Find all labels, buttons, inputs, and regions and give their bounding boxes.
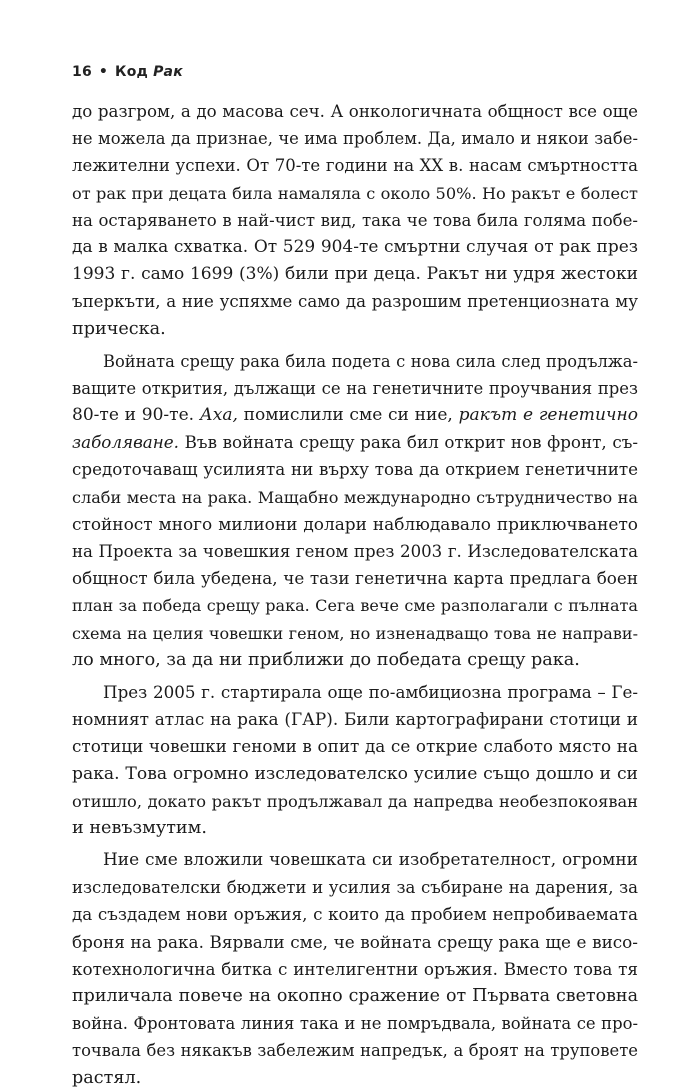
text-run: и невъзмутим. (72, 817, 207, 838)
text-run: стойност много милиони долари наблюдавало приключването (72, 513, 638, 534)
text-run: точвала без някакъв забележим напредък, а броят на труповете (72, 1041, 638, 1061)
text-line (72, 620, 638, 647)
text-line (72, 592, 638, 619)
text-line (72, 207, 638, 234)
body-text (72, 98, 638, 1092)
text-line (72, 1065, 638, 1092)
paragraph (72, 847, 638, 1092)
text-run: ъперкъти, а ние успяхме само да разрошим претенциозната му (72, 292, 638, 312)
text-line (72, 983, 638, 1010)
text-run: план за победа срещу рака. Сега вече сме разполагали с пълната (72, 596, 638, 616)
text-run: да в малка схватка. От 529 904-те смъртни случая от рак през (72, 236, 638, 257)
text-line (72, 815, 638, 842)
text-line (72, 847, 638, 874)
text-line (72, 1010, 638, 1037)
text-run: ващите открития, дължащи се на генетичните проучвания през (72, 378, 638, 398)
running-head (72, 64, 183, 80)
text-run: на остаряването в най-чист вид, така че това била голяма побе- (72, 210, 638, 230)
text-run: номният атлас на рака (ГАР). Били картографирани стотици и (72, 709, 638, 730)
text-line (72, 152, 638, 179)
text-line (72, 484, 638, 511)
text-line (72, 375, 638, 402)
text-line (72, 98, 638, 125)
text-line (72, 538, 638, 565)
text-line (72, 456, 638, 483)
text-run: помислили сме си ние, (237, 405, 459, 426)
text-run: стотици човешки геноми в опит да се открие слабото място на (72, 736, 638, 757)
text-line (72, 125, 638, 152)
text-line (72, 565, 638, 592)
italic-text: ракът е генетично (458, 405, 638, 426)
text-line (72, 956, 638, 983)
italic-text: Аха, (199, 405, 238, 426)
text-run: Във войната срещу рака бил открит нов фронт, съ- (179, 432, 638, 453)
text-run: котехнологична битка с интелигентни оръжия. Вместо това тя (72, 958, 638, 979)
text-run: схема на целия човешки геном, но изненадващо това не направи- (72, 623, 638, 643)
text-run: общност била убедена, че тази генетична карта предлага боен (72, 568, 638, 589)
text-run: 1993 г. само 1699 (3%) били при деца. Ракът ни удря жестоки (72, 264, 638, 285)
paragraph (72, 348, 638, 674)
text-run: растял. (72, 1067, 142, 1088)
text-run: до разгром, а до масова сеч. А онкологичната общност все още (72, 102, 638, 121)
text-line (72, 180, 638, 207)
text-run: изследователски бюджети и усилия за събиране на дарения, за (72, 878, 638, 898)
text-run: война. Фронтовата линия така и не помръдвала, войната се про- (72, 1014, 638, 1034)
text-run: не можела да признае, че има проблем. Да, имало и някои забе- (72, 129, 638, 149)
text-line (72, 929, 638, 956)
book-title: Рак (153, 64, 183, 80)
text-run: рака. Това огромно изследователско усилие също дошло и си (72, 763, 638, 784)
text-line (72, 1037, 638, 1064)
text-line (72, 234, 638, 261)
text-run: броня на рака. Вярвали сме, че войната срещу рака ще е висо- (72, 931, 638, 952)
text-line (72, 261, 638, 288)
text-run: Ние сме вложили човешката си изобретателност, огромни (103, 850, 638, 871)
text-line (72, 874, 638, 901)
text-line (72, 288, 638, 315)
text-run: прическа. (72, 318, 166, 339)
text-run: През 2005 г. стартирала още по-амбициозна програма – Ге- (103, 681, 638, 702)
text-line (72, 788, 638, 815)
text-run: лежителни успехи. От 70-те години на XX в. насам смъртността (72, 156, 638, 176)
text-run: средоточаващ усилията ни върху това да открием генетичните (72, 459, 638, 480)
text-run: отишло, докато ракът продължавал да напредва необезпокояван (72, 791, 638, 811)
text-line (72, 761, 638, 788)
text-run: ло много, за да ни приближи до победата срещу рака. (72, 649, 580, 670)
text-line (72, 647, 638, 674)
text-line (72, 733, 638, 760)
text-line (72, 429, 638, 456)
text-line (72, 706, 638, 733)
text-line (72, 316, 638, 343)
text-line (72, 511, 638, 538)
paragraph (72, 679, 638, 842)
header-bullet: • (98, 64, 109, 80)
text-line (72, 901, 638, 928)
paragraph (72, 98, 638, 343)
text-run: слаби места на рака. Мащабно международно сътрудничество на (72, 487, 638, 507)
text-run: от рак при децата била намаляла с около 50%. Но ракът е болест (72, 183, 638, 203)
text-run: да създадем нови оръжия, с които да пробием непробиваемата (72, 904, 638, 925)
text-run: на Проекта за човешкия геном през 2003 г. Изследователската (72, 542, 638, 561)
text-run: Войната срещу рака била подета с нова сила след продължа- (103, 351, 638, 371)
text-line (72, 402, 638, 429)
text-run: приличала повече на окопно сражение от Първата световна (72, 986, 638, 1006)
text-run: 80-те и 90-те. (72, 405, 200, 426)
page-number: 16 (72, 64, 92, 80)
text-line (72, 679, 638, 706)
book-label: Код (115, 64, 149, 80)
italic-text: заболяване. (72, 432, 179, 453)
text-line (72, 348, 638, 375)
